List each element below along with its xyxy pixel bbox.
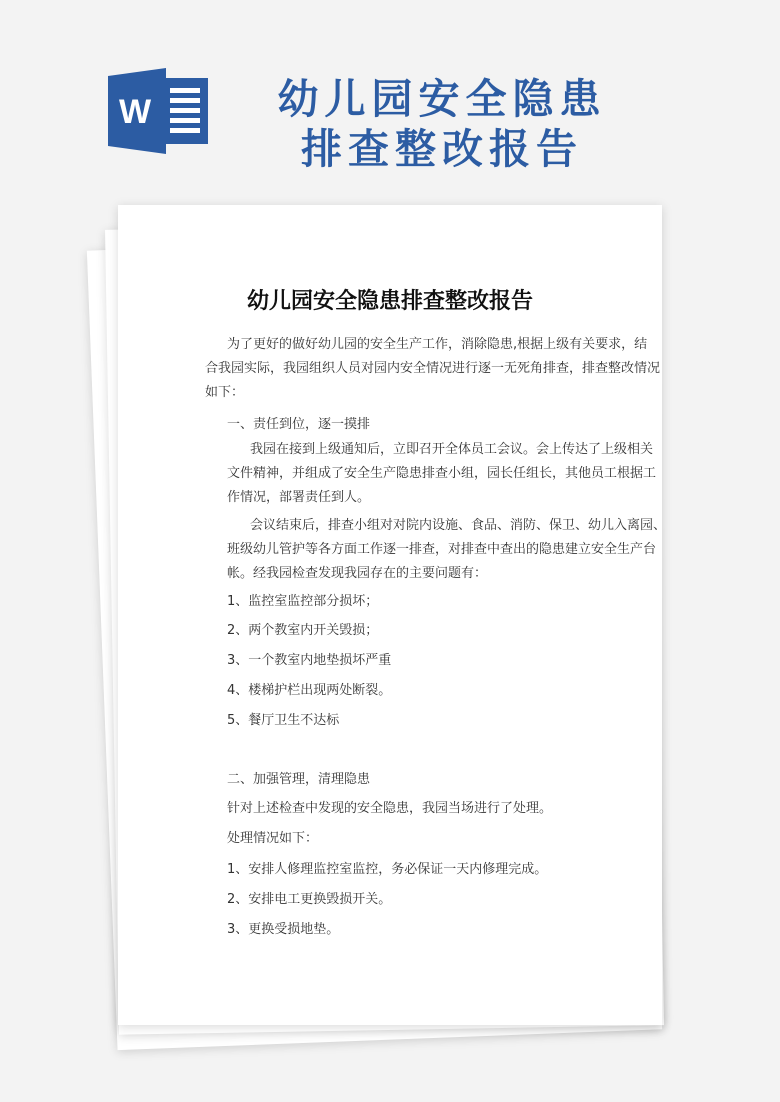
paragraph-line: 帐。经我园检查发现我园存在的主要问题有： [227, 566, 488, 581]
paragraph-line: 作情况，部署责任到人。 [227, 490, 371, 505]
paragraph-line: 文件精神，并组成了安全生产隐患排查小组，园长任组长，其他员工根据工 [227, 466, 657, 481]
section-heading: 二、加强管理，清理隐患 [227, 772, 371, 787]
list-item: 1、安排人修理监控室监控，务必保证一天内修理完成。 [227, 862, 548, 877]
banner-title [262, 74, 622, 174]
paragraph-line: 针对上述检查中发现的安全隐患，我园当场进行了处理。 [227, 801, 553, 816]
paragraph-line: 处理情况如下： [227, 831, 319, 846]
list-item: 4、楼梯护栏出现两处断裂。 [227, 683, 392, 698]
paragraph-line: 班级幼儿管护等各方面工作逐一排查，对排查中查出的隐患建立安全生产台 [227, 542, 657, 557]
word-icon [108, 68, 208, 154]
banner-title-line1: 幼儿园安全隐患 [277, 75, 607, 123]
banner-title-line2: 排查整改报告 [301, 125, 583, 173]
paragraph-line: 会议结束后，排查小组对对院内设施、食品、消防、保卫、幼儿入离园、 [250, 518, 667, 533]
list-item: 5、餐厅卫生不达标 [227, 713, 340, 728]
paragraph-line: 我园在接到上级通知后，立即召开全体员工会议。会上传达了上级相关 [250, 442, 654, 457]
list-item: 3、更换受损地垫。 [227, 922, 340, 937]
list-item: 1、监控室监控部分损坏； [227, 594, 379, 609]
list-item: 2、两个教室内开关毁损； [227, 623, 379, 638]
list-item: 3、一个教室内地垫损坏严重 [227, 653, 392, 668]
svg-text:W: W [118, 93, 152, 131]
paragraph-line: 如下： [205, 385, 245, 400]
list-item: 2、安排电工更换毁损开关。 [227, 892, 392, 907]
document-title: 幼儿园安全隐患排查整改报告 [246, 289, 533, 314]
section-heading: 一、责任到位，逐一摸排 [227, 417, 371, 432]
paragraph-line: 合我园实际，我园组织人员对园内安全情况进行逐一无死角排查，排查整改情况 [205, 361, 661, 376]
paragraph-line: 为了更好的做好幼儿园的安全生产工作，消除隐患,根据上级有关要求，结 [227, 337, 648, 352]
